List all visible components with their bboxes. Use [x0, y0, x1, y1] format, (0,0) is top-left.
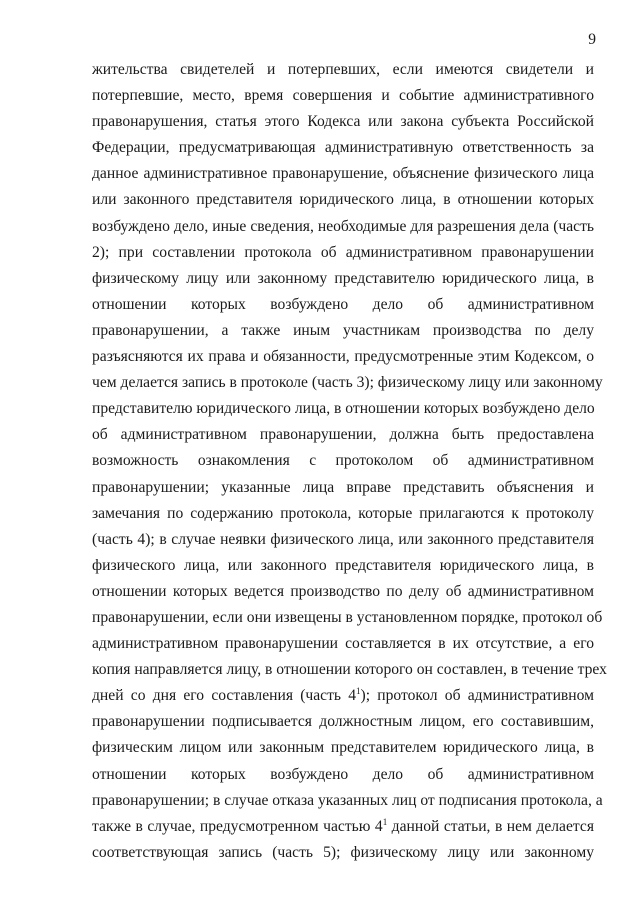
text-line [92, 814, 594, 840]
text-line: соответствующая запись (часть 5); физическому лицу или законному [92, 843, 594, 861]
body-text [92, 57, 607, 866]
page-number: 9 [588, 31, 596, 48]
text-line: отношении которых возбуждено дело об административном [92, 765, 594, 783]
text-line: правонарушении подписывается должностным лицом, его составившим, [92, 713, 594, 731]
text-line: замечания по содержанию протокола, которые прилагаются к протоколу [92, 504, 594, 522]
text-line: данное административное правонарушение, объяснение физического лица [92, 165, 594, 183]
text-line: физического лица, или законного представителя юридического лица, в [92, 556, 594, 574]
text-line [92, 683, 594, 709]
text-line: чем делается запись в протоколе (часть 3); физическому лицу или законному [92, 374, 603, 392]
text-line: возбуждено дело, иные сведения, необходимые для разрешения дела (часть [92, 217, 594, 235]
text-line: 2); при составлении протокола об административном правонарушении [92, 243, 594, 261]
text-segment: ); протокол об административном [360, 687, 594, 705]
text-line: представителю юридического лица, в отношении которых возбуждено дело [92, 400, 595, 418]
text-line: жительства свидетелей и потерпевших, если имеются свидетели и [92, 61, 594, 78]
text-line: отношении которых возбуждено дело об административном [92, 295, 594, 313]
text-line: Федерации, предусматривающая административную ответственность за [92, 139, 594, 157]
text-line: или законного представителя юридического лица, в отношении которых [92, 191, 594, 209]
text-line: (часть 4); в случае неявки физического лица, или законного представителя [92, 530, 594, 548]
text-line: отношении которых ведется производство по делу об административном [92, 582, 594, 600]
text-line: физическим лицом или законным представителем юридического лица, в [92, 739, 594, 757]
text-line: об административном правонарушении, должна быть предоставлена [92, 426, 594, 444]
text-line: физическому лицу или законному представителю юридического лица, в [92, 269, 594, 287]
superscript: 1 [382, 816, 388, 827]
text-line: правонарушения, статья этого Кодекса или закона субъекта Российской [92, 113, 594, 131]
text-line: возможность ознакомления с протоколом об административном [92, 452, 594, 470]
text-segment: дней со дня его составления (часть 4 [92, 687, 357, 705]
text-line: потерпевшие, место, время совершения и событие административного [92, 87, 594, 105]
text-line: правонарушении; в случае отказа указанных лиц от подписания протокола, а [92, 791, 603, 809]
text-line: правонарушении; указанные лица вправе представить объяснения и [92, 478, 594, 496]
text-line: правонарушении, а также иным участникам производства по делу [92, 321, 594, 339]
text-line: административном правонарушении составляется в их отсутствие, а его [92, 635, 594, 653]
text-segment: также в случае, предусмотренном частью 4 [92, 817, 383, 835]
superscript: 1 [356, 686, 361, 697]
text-line: правонарушении, если они извещены в установленном порядке, протокол об [92, 608, 603, 626]
text-segment: данной статьи, в нем делается [387, 817, 594, 835]
text-line: копия направляется лицу, в отношении которого он составлен, в течение трех [92, 661, 607, 679]
text-line: разъясняются их права и обязанности, предусмотренные этим Кодексом, о [92, 348, 594, 366]
